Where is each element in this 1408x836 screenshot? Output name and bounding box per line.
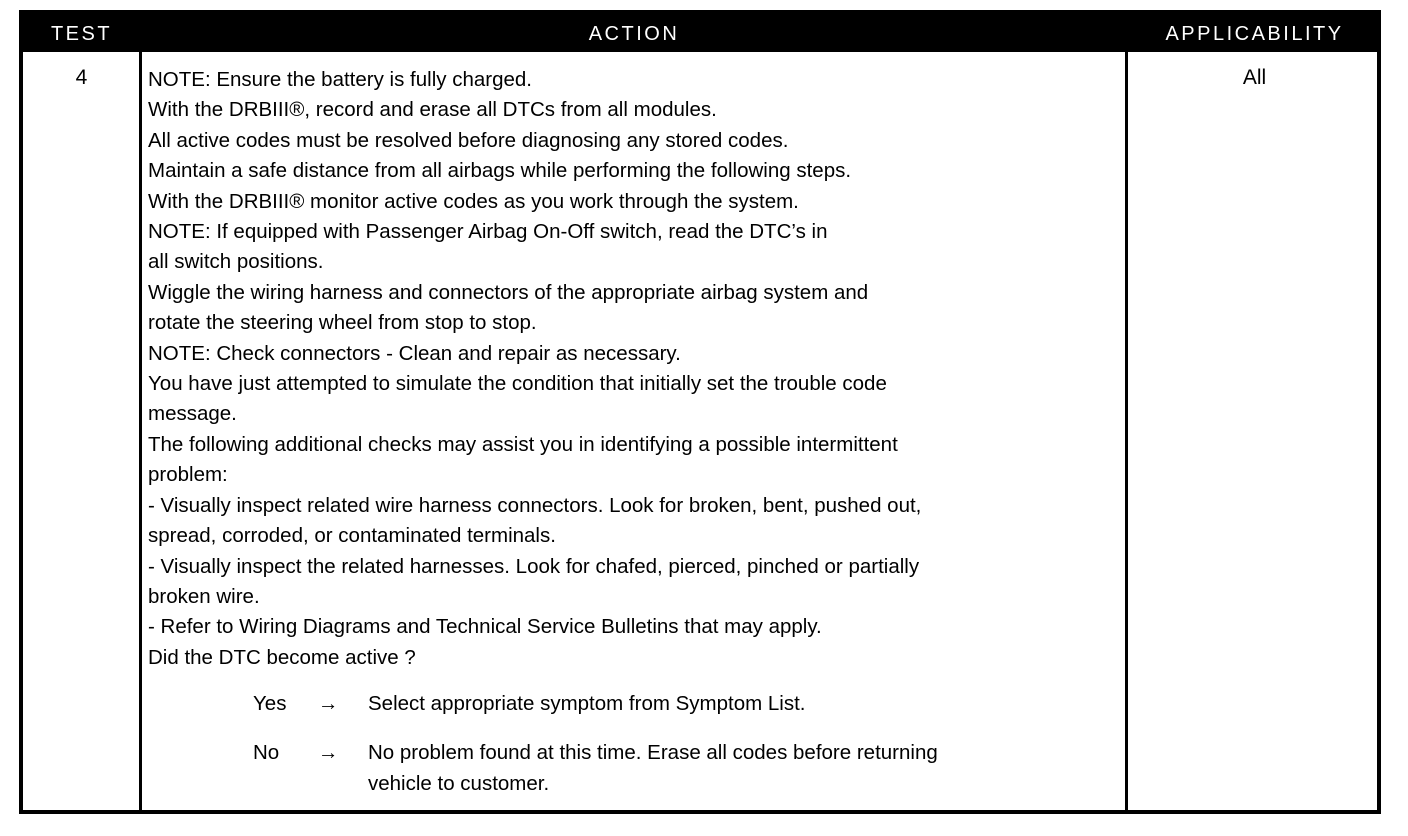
- action-line: - Visually inspect related wire harness connectors. Look for broken, bent, pushed out,: [148, 493, 922, 517]
- action-line: - Visually inspect the related harnesses. Look for chafed, pierced, pinched or partially: [148, 554, 920, 578]
- action-line: Maintain a safe distance from all airbags while performing the following steps.: [148, 159, 852, 183]
- action-line: NOTE: Ensure the battery is fully charged.: [148, 68, 532, 91]
- action-cell: [148, 65, 1124, 673]
- answer-no-line: No problem found at this time. Erase all codes before returning: [368, 741, 938, 765]
- column-divider-action-applicability: [1125, 52, 1128, 810]
- action-line: message.: [148, 402, 237, 426]
- action-line: rotate the steering wheel from stop to stop.: [148, 311, 537, 335]
- answer-no-text: [368, 738, 1124, 799]
- answer-yes-text: [368, 689, 1124, 719]
- action-line: With the DRBIII® monitor active codes as you work through the system.: [148, 189, 799, 213]
- column-divider-test-action: [139, 52, 142, 810]
- action-line: - Refer to Wiring Diagrams and Technical Service Bulletins that may apply.: [148, 615, 822, 639]
- action-line: Wiggle the wiring harness and connectors of the appropriate airbag system and: [148, 280, 869, 304]
- header-applicability: APPLICABILITY: [1165, 23, 1344, 45]
- arrow-right-icon: →: [318, 741, 339, 765]
- answer-no-row: [148, 738, 1124, 799]
- header-action: ACTION: [588, 23, 680, 45]
- action-line: broken wire.: [148, 584, 260, 608]
- answer-options: [148, 689, 1124, 818]
- answer-yes-row: [148, 689, 1124, 719]
- answer-yes-line: Select appropriate symptom from Symptom List.: [368, 692, 806, 715]
- header-test: TEST: [50, 23, 113, 45]
- action-line: All active codes must be resolved before diagnosing any stored codes.: [148, 128, 789, 152]
- answer-no-label: No: [253, 741, 280, 765]
- arrow-right-icon: →: [318, 692, 339, 715]
- action-line: With the DRBIII®, record and erase all DTCs from all modules.: [148, 98, 717, 122]
- test-number-cell: 4: [75, 66, 88, 89]
- procedure-table: [19, 10, 1381, 814]
- action-line: NOTE: Check connectors - Clean and repair as necessary.: [148, 341, 681, 365]
- table-header-row: [23, 14, 1377, 52]
- action-line: NOTE: If equipped with Passenger Airbag On-Off switch, read the DTC’s in: [148, 220, 828, 244]
- action-line: problem:: [148, 463, 228, 487]
- answer-yes-label: Yes: [253, 692, 287, 715]
- action-line: spread, corroded, or contaminated terminals.: [148, 524, 556, 548]
- action-line: all switch positions.: [148, 250, 324, 274]
- applicability-cell: All: [1242, 66, 1267, 89]
- answer-no-line: vehicle to customer.: [368, 771, 550, 795]
- action-line: Did the DTC become active ?: [148, 645, 416, 669]
- action-line: The following additional checks may assist you in identifying a possible intermittent: [148, 432, 898, 456]
- action-line: You have just attempted to simulate the condition that initially set the trouble code: [148, 372, 887, 396]
